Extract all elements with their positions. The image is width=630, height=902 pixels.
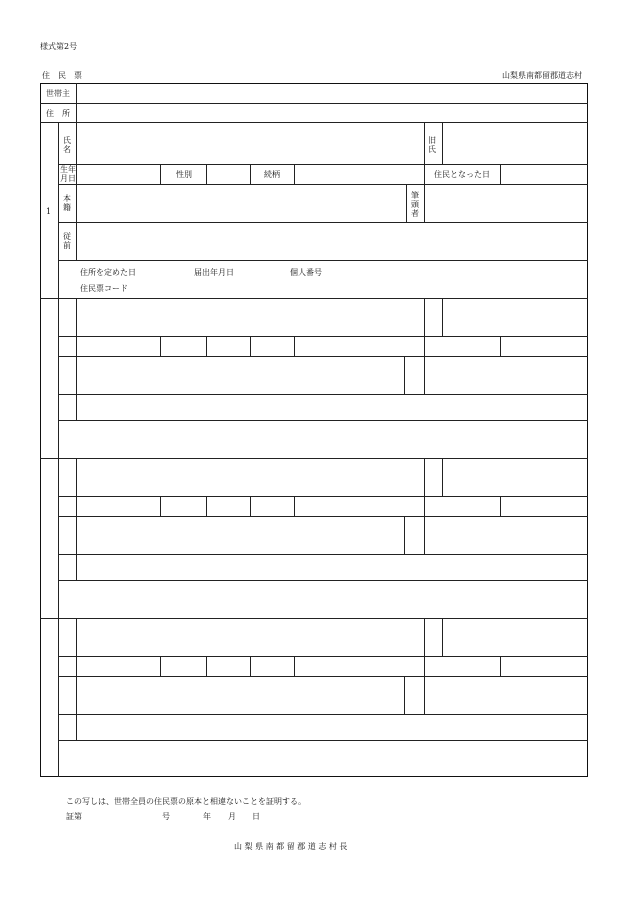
divider [76, 458, 77, 580]
divider [58, 740, 588, 741]
former-name-label: 旧氏 [428, 136, 436, 154]
divider [76, 122, 77, 260]
month-label: 月 [228, 812, 236, 821]
divider [58, 516, 588, 517]
previous-address-label: 従前 [63, 232, 71, 250]
address-set-date-label: 住所を定めた日 [80, 268, 136, 277]
divider [58, 496, 588, 497]
divider [58, 714, 588, 715]
divider [76, 83, 77, 123]
divider [58, 336, 588, 337]
divider [294, 336, 295, 356]
divider [404, 516, 405, 554]
divider [294, 164, 295, 184]
divider [424, 122, 425, 164]
divider [40, 618, 588, 619]
divider [206, 496, 207, 516]
divider [40, 103, 588, 104]
divider [424, 676, 425, 714]
certification-text: この写しは、世帯全員の住民票の原本と相違ないことを証明する。 [66, 797, 306, 806]
divider [58, 580, 588, 581]
divider [206, 336, 207, 356]
householder-label: 世帯主 [46, 89, 70, 98]
divider [424, 184, 425, 222]
divider [442, 618, 443, 656]
gender-label: 性別 [176, 170, 192, 179]
divider [58, 122, 59, 777]
divider [424, 356, 425, 394]
form-number: 様式第2号 [40, 42, 78, 51]
go-label: 号 [162, 812, 170, 821]
cert-number-label: 証第 [66, 812, 82, 821]
divider [58, 260, 588, 261]
divider [58, 420, 588, 421]
divider [500, 164, 501, 184]
divider [442, 122, 443, 164]
divider [424, 496, 425, 516]
divider [58, 554, 588, 555]
divider [424, 618, 425, 656]
divider [424, 656, 425, 676]
divider [58, 164, 588, 165]
mayor-title: 山 梨 県 南 都 留 郡 道 志 村 長 [234, 842, 348, 851]
divider [40, 298, 588, 299]
divider [294, 496, 295, 516]
divider [406, 184, 407, 222]
divider [404, 676, 405, 714]
divider [58, 656, 588, 657]
divider [424, 164, 425, 184]
divider [424, 298, 425, 336]
divider [500, 496, 501, 516]
document-title: 住 民 票 [42, 71, 82, 80]
issuer-name: 山梨県南都留郡道志村 [502, 71, 582, 80]
divider [160, 656, 161, 676]
divider [424, 336, 425, 356]
address-label: 住 所 [46, 109, 70, 118]
divider [58, 394, 588, 395]
divider [58, 184, 588, 185]
divider [442, 298, 443, 336]
birth-date-label: 生年月日 [60, 165, 76, 183]
divider [500, 656, 501, 676]
divider [250, 164, 251, 184]
divider [500, 336, 501, 356]
divider [76, 618, 77, 740]
divider [160, 496, 161, 516]
resident-record-table [40, 83, 588, 777]
divider [250, 656, 251, 676]
divider [424, 516, 425, 554]
divider [206, 164, 207, 184]
divider [58, 356, 588, 357]
divider [76, 298, 77, 420]
divider [424, 458, 425, 496]
day-label: 日 [252, 812, 260, 821]
divider [404, 356, 405, 394]
name-label: 氏名 [63, 136, 71, 154]
divider [58, 676, 588, 677]
divider [442, 458, 443, 496]
person-number: 1 [46, 207, 52, 216]
divider [160, 336, 161, 356]
year-label: 年 [203, 812, 211, 821]
became-resident-label: 住民となった日 [434, 170, 490, 179]
divider [58, 222, 588, 223]
divider [40, 458, 588, 459]
domicile-label: 本籍 [63, 194, 71, 212]
divider [250, 336, 251, 356]
divider [294, 656, 295, 676]
divider [160, 164, 161, 184]
resident-code-label: 住民票コード [80, 284, 128, 293]
divider [40, 122, 588, 123]
head-of-family-label: 筆頭者 [411, 191, 419, 218]
personal-number-label: 個人番号 [290, 268, 322, 277]
divider [250, 496, 251, 516]
relationship-label: 続柄 [264, 170, 280, 179]
notification-date-label: 届出年月日 [194, 268, 234, 277]
divider [206, 656, 207, 676]
